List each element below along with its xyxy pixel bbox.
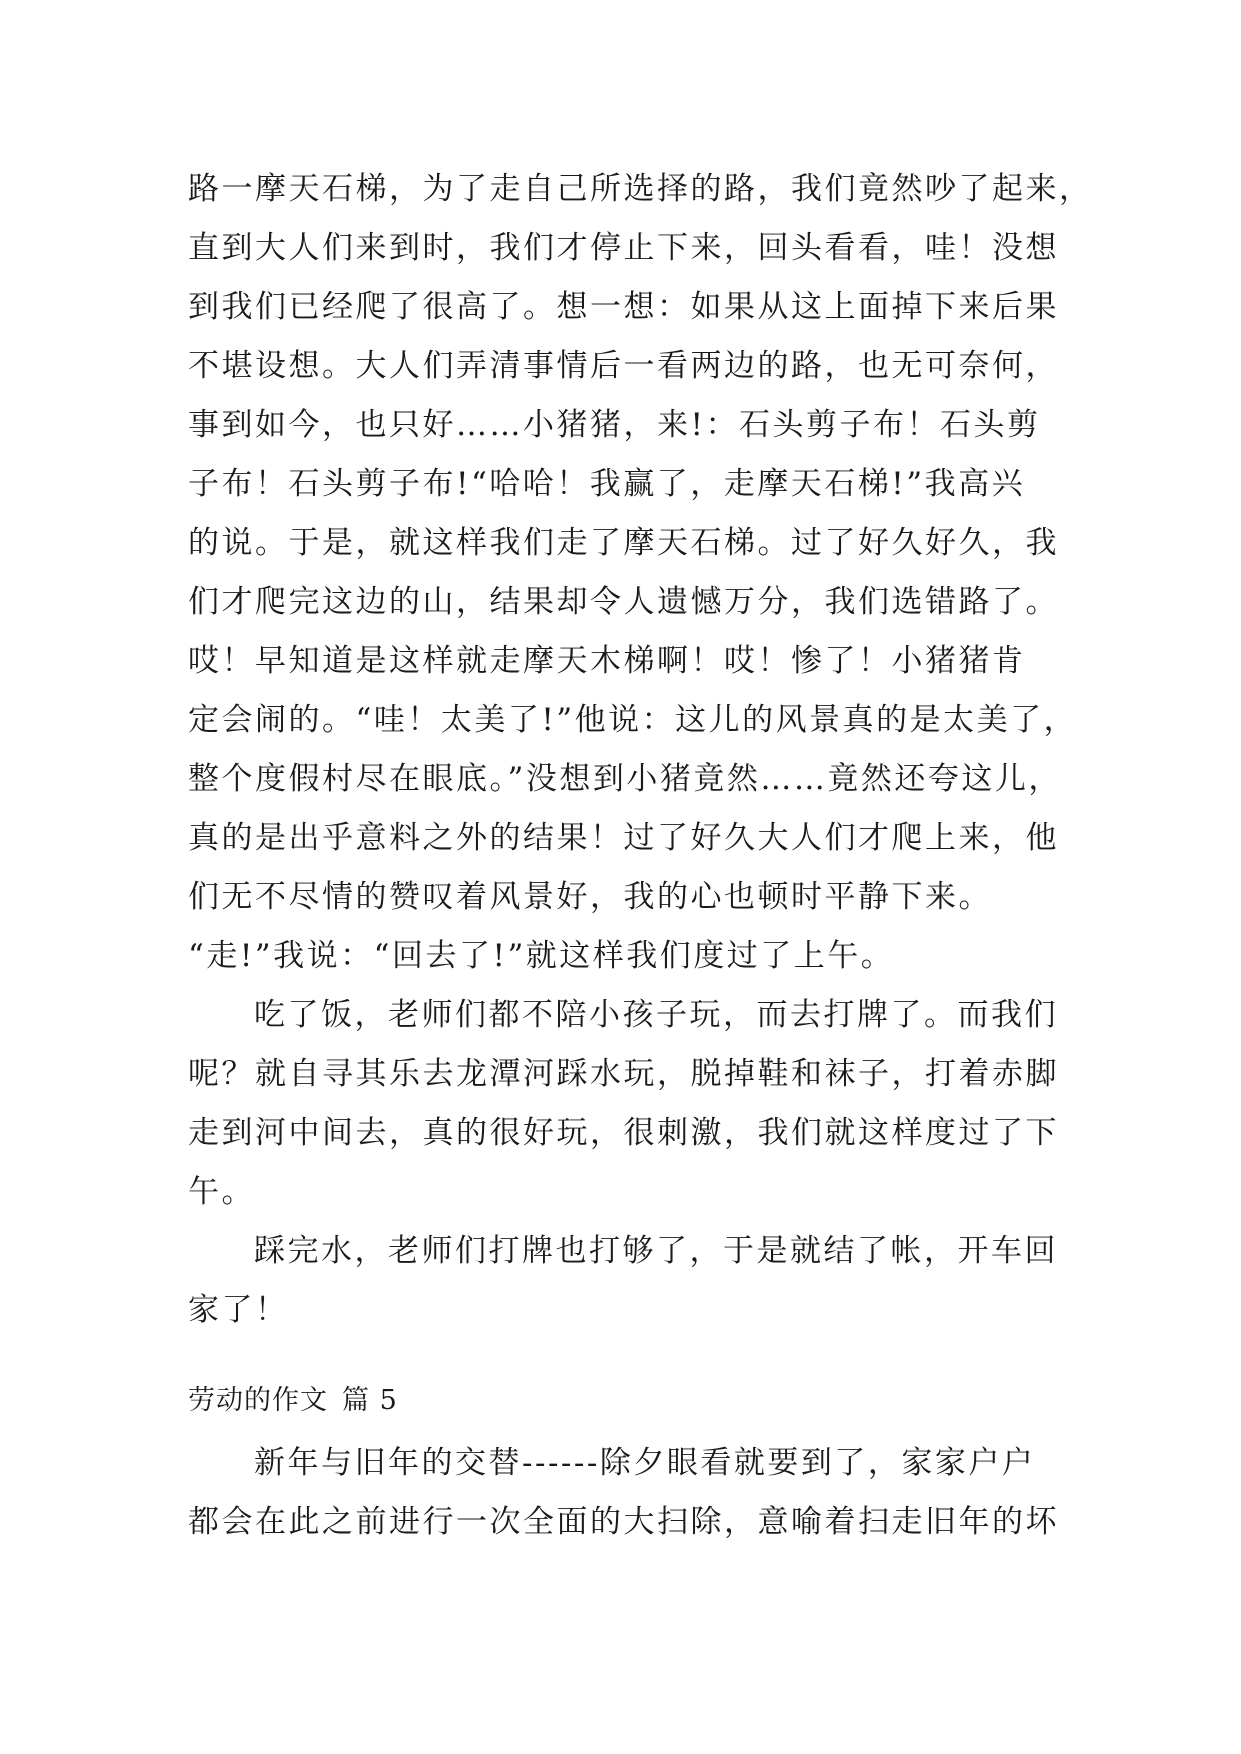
text-line: 路一摩天石梯，为了走自己所选择的路，我们竟然吵了起来， (188, 171, 1093, 207)
text-line: 的说。于是，就这样我们走了摩天石梯。过了好久好久，我 (188, 525, 1059, 561)
document-body (188, 160, 1093, 1552)
paragraph-2 (188, 986, 1068, 1222)
text-line: 到我们已经爬了很高了。想一想：如果从这上面掉下来后果 (188, 289, 1059, 325)
text-line: 哎！早知道是这样就走摩天木梯啊！哎！惨了！小猪猪肯 (188, 643, 1026, 679)
heading-title: 劳动的作文 (188, 1385, 328, 1416)
paragraph-1 (188, 160, 1093, 986)
text-line: 午。 (188, 1174, 255, 1210)
section-spacer (188, 1340, 1068, 1376)
paragraph-4 (188, 1434, 1068, 1552)
text-line: 走到河中间去，真的很好玩，很刺激，我们就这样度过了下 (188, 1115, 1059, 1151)
text-line: 整个度假村尽在眼底。”没想到小猪竟然……竟然还夸这儿， (188, 761, 1062, 797)
heading-number: 篇 5 (342, 1385, 398, 1416)
text-line: 事到如今，也只好……小猪猪，来!：石头剪子布！石头剪 (188, 407, 1041, 443)
text-line: 真的是出乎意料之外的结果！过了好久大人们才爬上来，他 (188, 820, 1059, 856)
text-line: 都会在此之前进行一次全面的大扫除，意喻着扫走旧年的坏 (188, 1504, 1059, 1540)
paragraph-3 (188, 1222, 1068, 1340)
text-line: 踩完水，老师们打牌也打够了，于是就结了帐，开车回 (254, 1233, 1058, 1269)
section-heading (188, 1376, 1068, 1426)
text-line: 直到大人们来到时，我们才停止下来，回头看看，哇！没想 (188, 230, 1059, 266)
text-line: 新年与旧年的交替------除夕眼看就要到了，家家户户 (254, 1445, 1036, 1481)
text-line: 不堪设想。大人们弄清事情后一看两边的路，也无可奈何， (188, 348, 1059, 384)
text-line: 子布！石头剪子布!“哈哈！我赢了，走摩天石梯!”我高兴 (188, 466, 1026, 502)
text-line: 呢？就自寻其乐去龙潭河踩水玩，脱掉鞋和袜子，打着赤脚 (188, 1056, 1059, 1092)
text-line: 家了！ (188, 1292, 289, 1328)
text-line: 们无不尽情的赞叹着风景好，我的心也顿时平静下来。 (188, 879, 992, 915)
text-line: 定会闹的。“哇！太美了!”他说：这儿的风景真的是太美了， (188, 702, 1078, 738)
text-line: “走!”我说：“回去了!”就这样我们度过了上午。 (188, 938, 895, 974)
text-line: 们才爬完这边的山，结果却令人遗憾万分，我们选错路了。 (188, 584, 1059, 620)
text-line: 吃了饭，老师们都不陪小孩子玩，而去打牌了。而我们 (254, 997, 1058, 1033)
